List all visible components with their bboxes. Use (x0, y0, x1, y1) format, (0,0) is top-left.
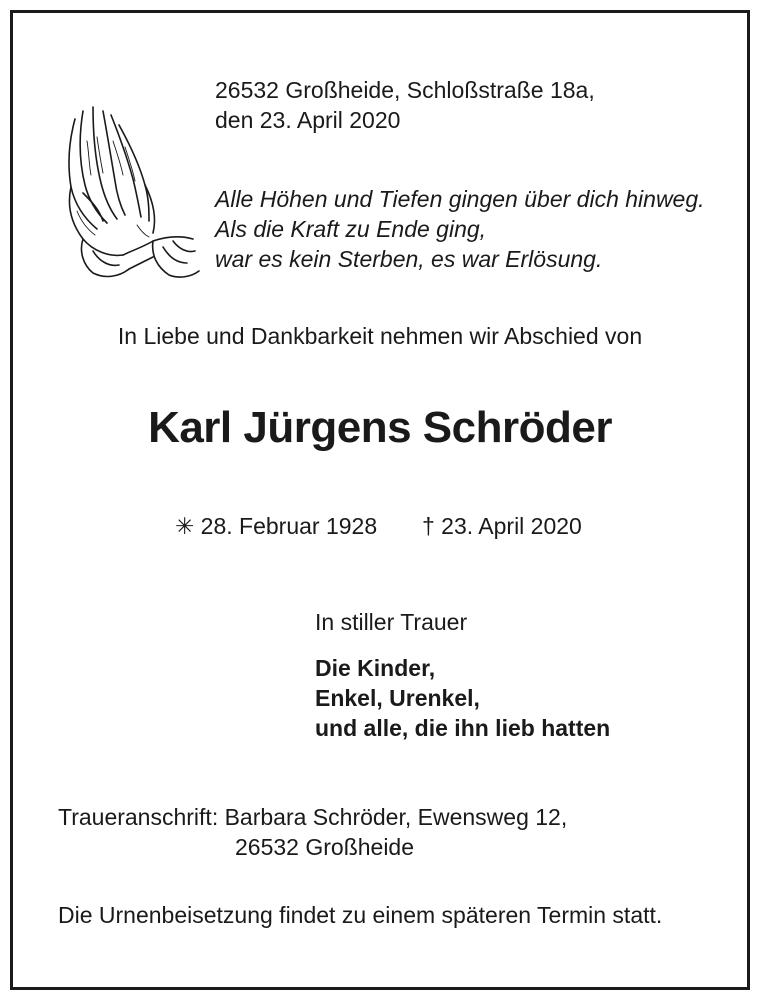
contact-city: 26532 Großheide (235, 834, 415, 860)
date-line: den 23. April 2020 (215, 107, 401, 133)
verse-line-3: war es kein Sterben, es war Erlösung. (215, 246, 603, 272)
death-date: † 23. April 2020 (422, 513, 582, 539)
burial-note: Die Urnenbeisetzung findet zu einem späteren Termin statt. (58, 902, 663, 928)
obituary-notice (10, 10, 750, 990)
contact-address: Traueranschrift: Barbara Schröder, Ewensweg 12, (58, 804, 568, 830)
mourners-line-1: Die Kinder, (315, 655, 436, 681)
mourners-heading: In stiller Trauer (315, 609, 468, 635)
praying-hands-icon (53, 101, 203, 283)
mourners-line-3: und alle, die ihn lieb hatten (315, 715, 611, 741)
address-line: 26532 Großheide, Schloßstraße 18a, (215, 77, 595, 103)
mourners-line-2: Enkel, Urenkel, (315, 685, 480, 711)
deceased-name: Karl Jürgens Schröder (148, 403, 612, 452)
verse-line-2: Als die Kraft zu Ende ging, (215, 216, 487, 242)
verse-line-1: Alle Höhen und Tiefen gingen über dich hinweg. (215, 186, 705, 212)
birth-date: ✳ 28. Februar 1928 (175, 513, 378, 539)
intro-line: In Liebe und Dankbarkeit nehmen wir Abschied von (117, 323, 643, 349)
